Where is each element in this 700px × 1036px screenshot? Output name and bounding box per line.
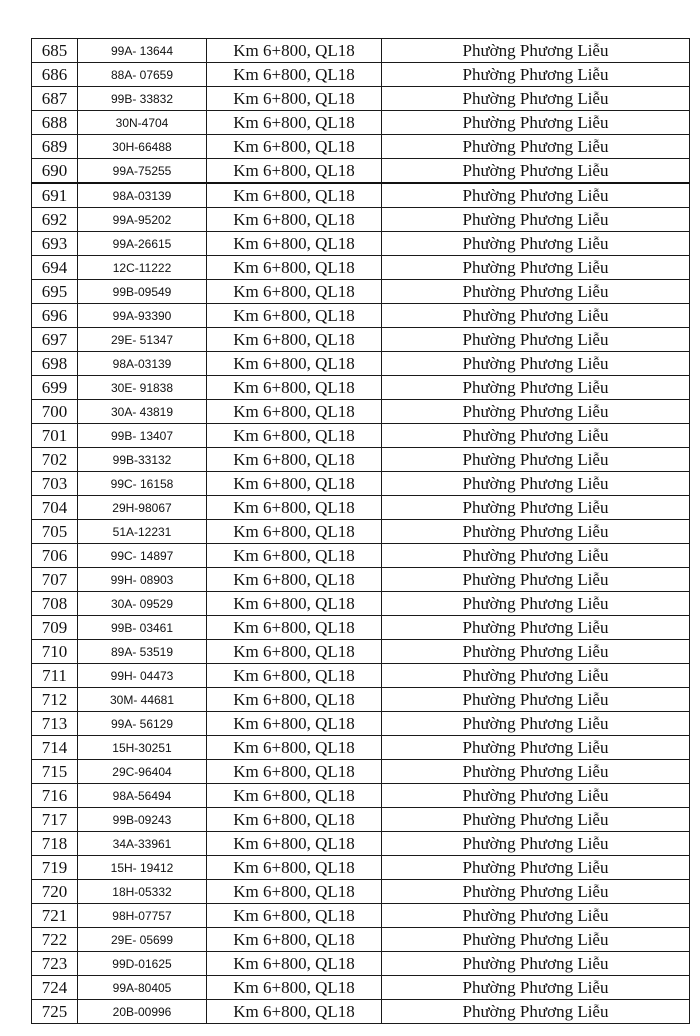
license-plate-cell: 99H- 08903 <box>78 568 207 592</box>
license-plate-cell: 30N-4704 <box>78 111 207 135</box>
row-number-cell: 686 <box>32 63 78 87</box>
violation-location-cell: Km 6+800, QL18 <box>207 304 382 328</box>
violation-location-cell: Km 6+800, QL18 <box>207 352 382 376</box>
row-number-cell: 697 <box>32 328 78 352</box>
license-plate-cell: 30A- 43819 <box>78 400 207 424</box>
license-plate-cell: 89A- 53519 <box>78 640 207 664</box>
license-plate-cell: 29E- 05699 <box>78 928 207 952</box>
table-row <box>32 832 690 856</box>
ward-name-cell: Phường Phương Liễu <box>382 159 690 184</box>
table-row <box>32 63 690 87</box>
violation-location-cell: Km 6+800, QL18 <box>207 328 382 352</box>
ward-name-cell: Phường Phương Liễu <box>382 352 690 376</box>
ward-name-cell: Phường Phương Liễu <box>382 808 690 832</box>
violation-location-cell: Km 6+800, QL18 <box>207 111 382 135</box>
license-plate-cell: 98A-56494 <box>78 784 207 808</box>
violations-table <box>31 38 690 1024</box>
row-number-cell: 721 <box>32 904 78 928</box>
row-number-cell: 711 <box>32 664 78 688</box>
ward-name-cell: Phường Phương Liễu <box>382 87 690 111</box>
table-row <box>32 304 690 328</box>
ward-name-cell: Phường Phương Liễu <box>382 1000 690 1024</box>
violation-location-cell: Km 6+800, QL18 <box>207 856 382 880</box>
table-row <box>32 183 690 208</box>
ward-name-cell: Phường Phương Liễu <box>382 880 690 904</box>
violation-location-cell: Km 6+800, QL18 <box>207 832 382 856</box>
license-plate-cell: 99B-33132 <box>78 448 207 472</box>
table-row <box>32 664 690 688</box>
row-number-cell: 701 <box>32 424 78 448</box>
violation-location-cell: Km 6+800, QL18 <box>207 400 382 424</box>
table-row <box>32 616 690 640</box>
violation-location-cell: Km 6+800, QL18 <box>207 135 382 159</box>
row-number-cell: 724 <box>32 976 78 1000</box>
license-plate-cell: 99B- 33832 <box>78 87 207 111</box>
license-plate-cell: 15H-30251 <box>78 736 207 760</box>
license-plate-cell: 99A-95202 <box>78 208 207 232</box>
ward-name-cell: Phường Phương Liễu <box>382 400 690 424</box>
violation-location-cell: Km 6+800, QL18 <box>207 159 382 184</box>
license-plate-cell: 99H- 04473 <box>78 664 207 688</box>
ward-name-cell: Phường Phương Liễu <box>382 760 690 784</box>
license-plate-cell: 29E- 51347 <box>78 328 207 352</box>
license-plate-cell: 20B-00996 <box>78 1000 207 1024</box>
ward-name-cell: Phường Phương Liễu <box>382 448 690 472</box>
table-row <box>32 328 690 352</box>
violation-location-cell: Km 6+800, QL18 <box>207 880 382 904</box>
violation-location-cell: Km 6+800, QL18 <box>207 496 382 520</box>
row-number-cell: 692 <box>32 208 78 232</box>
table-row <box>32 880 690 904</box>
table-row <box>32 496 690 520</box>
row-number-cell: 717 <box>32 808 78 832</box>
row-number-cell: 715 <box>32 760 78 784</box>
ward-name-cell: Phường Phương Liễu <box>382 784 690 808</box>
violation-location-cell: Km 6+800, QL18 <box>207 472 382 496</box>
row-number-cell: 720 <box>32 880 78 904</box>
row-number-cell: 719 <box>32 856 78 880</box>
row-number-cell: 718 <box>32 832 78 856</box>
row-number-cell: 696 <box>32 304 78 328</box>
table-row <box>32 712 690 736</box>
ward-name-cell: Phường Phương Liễu <box>382 832 690 856</box>
license-plate-cell: 34A-33961 <box>78 832 207 856</box>
ward-name-cell: Phường Phương Liễu <box>382 208 690 232</box>
table-row <box>32 928 690 952</box>
row-number-cell: 688 <box>32 111 78 135</box>
violation-location-cell: Km 6+800, QL18 <box>207 1000 382 1024</box>
ward-name-cell: Phường Phương Liễu <box>382 904 690 928</box>
row-number-cell: 704 <box>32 496 78 520</box>
ward-name-cell: Phường Phương Liễu <box>382 496 690 520</box>
license-plate-cell: 99A-26615 <box>78 232 207 256</box>
ward-name-cell: Phường Phương Liễu <box>382 111 690 135</box>
violation-location-cell: Km 6+800, QL18 <box>207 664 382 688</box>
violation-location-cell: Km 6+800, QL18 <box>207 280 382 304</box>
table-row <box>32 424 690 448</box>
ward-name-cell: Phường Phương Liễu <box>382 472 690 496</box>
violation-location-cell: Km 6+800, QL18 <box>207 808 382 832</box>
ward-name-cell: Phường Phương Liễu <box>382 63 690 87</box>
violation-location-cell: Km 6+800, QL18 <box>207 976 382 1000</box>
ward-name-cell: Phường Phương Liễu <box>382 232 690 256</box>
table-row <box>32 688 690 712</box>
license-plate-cell: 99C- 16158 <box>78 472 207 496</box>
license-plate-cell: 99A- 13644 <box>78 39 207 63</box>
table-row <box>32 904 690 928</box>
violation-location-cell: Km 6+800, QL18 <box>207 424 382 448</box>
row-number-cell: 685 <box>32 39 78 63</box>
violation-location-cell: Km 6+800, QL18 <box>207 39 382 63</box>
license-plate-cell: 30A- 09529 <box>78 592 207 616</box>
license-plate-cell: 30E- 91838 <box>78 376 207 400</box>
violation-location-cell: Km 6+800, QL18 <box>207 784 382 808</box>
row-number-cell: 702 <box>32 448 78 472</box>
violation-location-cell: Km 6+800, QL18 <box>207 63 382 87</box>
license-plate-cell: 30M- 44681 <box>78 688 207 712</box>
ward-name-cell: Phường Phương Liễu <box>382 256 690 280</box>
ward-name-cell: Phường Phương Liễu <box>382 568 690 592</box>
row-number-cell: 705 <box>32 520 78 544</box>
table-row <box>32 39 690 63</box>
table-row <box>32 520 690 544</box>
violation-location-cell: Km 6+800, QL18 <box>207 592 382 616</box>
row-number-cell: 691 <box>32 183 78 208</box>
violation-location-cell: Km 6+800, QL18 <box>207 952 382 976</box>
license-plate-cell: 51A-12231 <box>78 520 207 544</box>
license-plate-cell: 30H-66488 <box>78 135 207 159</box>
row-number-cell: 690 <box>32 159 78 184</box>
table-row <box>32 111 690 135</box>
violation-location-cell: Km 6+800, QL18 <box>207 616 382 640</box>
row-number-cell: 698 <box>32 352 78 376</box>
violation-location-cell: Km 6+800, QL18 <box>207 712 382 736</box>
ward-name-cell: Phường Phương Liễu <box>382 520 690 544</box>
table-row <box>32 256 690 280</box>
violation-location-cell: Km 6+800, QL18 <box>207 640 382 664</box>
row-number-cell: 689 <box>32 135 78 159</box>
violation-location-cell: Km 6+800, QL18 <box>207 904 382 928</box>
license-plate-cell: 29H-98067 <box>78 496 207 520</box>
ward-name-cell: Phường Phương Liễu <box>382 304 690 328</box>
row-number-cell: 708 <box>32 592 78 616</box>
table-row <box>32 472 690 496</box>
violation-location-cell: Km 6+800, QL18 <box>207 688 382 712</box>
table-row <box>32 135 690 159</box>
ward-name-cell: Phường Phương Liễu <box>382 952 690 976</box>
ward-name-cell: Phường Phương Liễu <box>382 592 690 616</box>
table-row <box>32 592 690 616</box>
row-number-cell: 716 <box>32 784 78 808</box>
table-row <box>32 544 690 568</box>
violation-location-cell: Km 6+800, QL18 <box>207 448 382 472</box>
license-plate-cell: 99B-09549 <box>78 280 207 304</box>
table-row <box>32 208 690 232</box>
ward-name-cell: Phường Phương Liễu <box>382 328 690 352</box>
violations-table-body <box>32 39 690 1024</box>
violation-location-cell: Km 6+800, QL18 <box>207 568 382 592</box>
table-row <box>32 400 690 424</box>
ward-name-cell: Phường Phương Liễu <box>382 928 690 952</box>
ward-name-cell: Phường Phương Liễu <box>382 856 690 880</box>
ward-name-cell: Phường Phương Liễu <box>382 39 690 63</box>
ward-name-cell: Phường Phương Liễu <box>382 976 690 1000</box>
row-number-cell: 725 <box>32 1000 78 1024</box>
table-row <box>32 1000 690 1024</box>
table-row <box>32 808 690 832</box>
table-row <box>32 736 690 760</box>
license-plate-cell: 99B- 13407 <box>78 424 207 448</box>
table-row <box>32 87 690 111</box>
license-plate-cell: 29C-96404 <box>78 760 207 784</box>
license-plate-cell: 99A-75255 <box>78 159 207 184</box>
license-plate-cell: 99C- 14897 <box>78 544 207 568</box>
violation-location-cell: Km 6+800, QL18 <box>207 232 382 256</box>
ward-name-cell: Phường Phương Liễu <box>382 424 690 448</box>
row-number-cell: 693 <box>32 232 78 256</box>
violation-location-cell: Km 6+800, QL18 <box>207 87 382 111</box>
license-plate-cell: 88A- 07659 <box>78 63 207 87</box>
license-plate-cell: 12C-11222 <box>78 256 207 280</box>
row-number-cell: 699 <box>32 376 78 400</box>
violation-location-cell: Km 6+800, QL18 <box>207 736 382 760</box>
row-number-cell: 700 <box>32 400 78 424</box>
ward-name-cell: Phường Phương Liễu <box>382 280 690 304</box>
license-plate-cell: 98A-03139 <box>78 352 207 376</box>
row-number-cell: 687 <box>32 87 78 111</box>
table-row <box>32 280 690 304</box>
table-row <box>32 568 690 592</box>
violation-location-cell: Km 6+800, QL18 <box>207 183 382 208</box>
ward-name-cell: Phường Phương Liễu <box>382 688 690 712</box>
license-plate-cell: 99B- 03461 <box>78 616 207 640</box>
license-plate-cell: 99A-80405 <box>78 976 207 1000</box>
table-row <box>32 784 690 808</box>
violation-location-cell: Km 6+800, QL18 <box>207 544 382 568</box>
license-plate-cell: 98H-07757 <box>78 904 207 928</box>
table-row <box>32 159 690 184</box>
violation-location-cell: Km 6+800, QL18 <box>207 928 382 952</box>
table-row <box>32 448 690 472</box>
table-row <box>32 232 690 256</box>
table-row <box>32 760 690 784</box>
ward-name-cell: Phường Phương Liễu <box>382 640 690 664</box>
license-plate-cell: 99D-01625 <box>78 952 207 976</box>
license-plate-cell: 98A-03139 <box>78 183 207 208</box>
ward-name-cell: Phường Phương Liễu <box>382 183 690 208</box>
row-number-cell: 695 <box>32 280 78 304</box>
row-number-cell: 710 <box>32 640 78 664</box>
row-number-cell: 723 <box>32 952 78 976</box>
row-number-cell: 706 <box>32 544 78 568</box>
table-row <box>32 640 690 664</box>
license-plate-cell: 99B-09243 <box>78 808 207 832</box>
violation-location-cell: Km 6+800, QL18 <box>207 760 382 784</box>
license-plate-cell: 15H- 19412 <box>78 856 207 880</box>
license-plate-cell: 99A-93390 <box>78 304 207 328</box>
row-number-cell: 703 <box>32 472 78 496</box>
ward-name-cell: Phường Phương Liễu <box>382 376 690 400</box>
row-number-cell: 722 <box>32 928 78 952</box>
violation-location-cell: Km 6+800, QL18 <box>207 208 382 232</box>
row-number-cell: 707 <box>32 568 78 592</box>
violation-location-cell: Km 6+800, QL18 <box>207 376 382 400</box>
ward-name-cell: Phường Phương Liễu <box>382 664 690 688</box>
violation-location-cell: Km 6+800, QL18 <box>207 256 382 280</box>
table-row <box>32 976 690 1000</box>
table-row <box>32 352 690 376</box>
ward-name-cell: Phường Phương Liễu <box>382 544 690 568</box>
row-number-cell: 713 <box>32 712 78 736</box>
ward-name-cell: Phường Phương Liễu <box>382 616 690 640</box>
row-number-cell: 714 <box>32 736 78 760</box>
table-row <box>32 856 690 880</box>
table-row <box>32 376 690 400</box>
row-number-cell: 709 <box>32 616 78 640</box>
violation-location-cell: Km 6+800, QL18 <box>207 520 382 544</box>
ward-name-cell: Phường Phương Liễu <box>382 736 690 760</box>
ward-name-cell: Phường Phương Liễu <box>382 712 690 736</box>
row-number-cell: 712 <box>32 688 78 712</box>
table-row <box>32 952 690 976</box>
license-plate-cell: 99A- 56129 <box>78 712 207 736</box>
license-plate-cell: 18H-05332 <box>78 880 207 904</box>
row-number-cell: 694 <box>32 256 78 280</box>
ward-name-cell: Phường Phương Liễu <box>382 135 690 159</box>
